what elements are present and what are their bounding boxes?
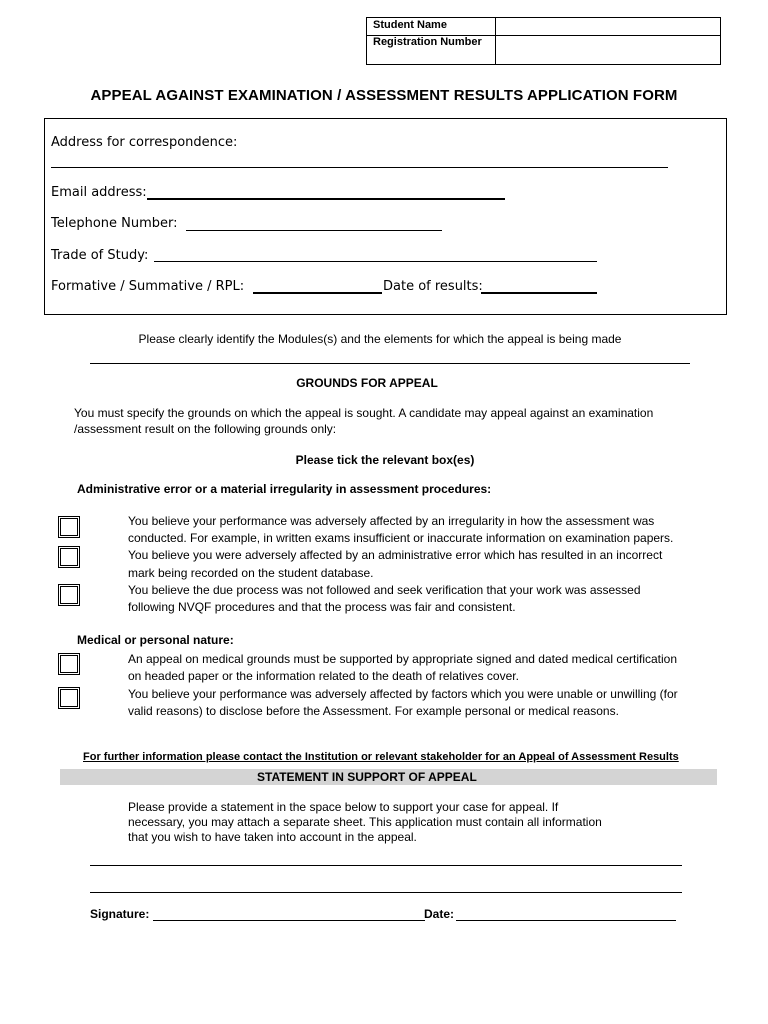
statement-line3: that you wish to have taken into account in the appeal. xyxy=(128,830,417,844)
table-divider xyxy=(495,18,496,35)
student-name-label: Student Name xyxy=(373,19,447,31)
statement-field-line1[interactable] xyxy=(90,865,682,866)
medical-item-1-line2: on headed paper or the information related to the death of relatives cover. xyxy=(128,669,519,683)
further-information-note: For further information please contact the Institution or relevant stakeholder for an Appeal of Assessment Results xyxy=(83,751,679,763)
medical-item-2-line2: valid reasons) to disclose before the Assessment. For example personal or medical reasons. xyxy=(128,704,619,718)
assessment-type-field[interactable] xyxy=(253,292,382,294)
modules-instruction: Please clearly identify the Modules(s) and the elements for which the appeal is being made xyxy=(138,332,622,346)
medical-item-1-line1: An appeal on medical grounds must be supported by appropriate signed and dated medical certification xyxy=(128,652,678,666)
grounds-intro-line2: /assessment result on the following grounds only: xyxy=(74,422,337,436)
table-divider xyxy=(495,35,496,64)
statement-line2: necessary, you may attach a separate sheet. This application must contain all information xyxy=(128,815,602,829)
statement-field-line2[interactable] xyxy=(90,892,682,893)
statement-line1: Please provide a statement in the space below to support your case for appeal. If xyxy=(128,800,559,814)
telephone-label: Telephone Number: xyxy=(51,216,178,231)
admin-error-heading: Administrative error or a material irregularity in assessment procedures: xyxy=(77,482,492,496)
trade-of-study-label: Trade of Study: xyxy=(51,248,149,263)
email-label: Email address: xyxy=(51,185,147,200)
admin-irregularity-checkbox[interactable] xyxy=(60,518,78,536)
trade-of-study-field[interactable] xyxy=(154,261,597,262)
date-field[interactable] xyxy=(456,920,676,921)
tick-instruction: Please tick the relevant box(es) xyxy=(295,453,475,467)
grounds-intro-line1: You must specify the grounds on which the appeal is sought. A candidate may appeal against an examination xyxy=(74,406,654,420)
admin-item-3-line1: You believe the due process was not followed and seek verification that your work was assessed xyxy=(128,583,641,597)
student-name-field[interactable] xyxy=(497,18,718,35)
date-of-results-field[interactable] xyxy=(481,292,597,294)
email-field[interactable] xyxy=(147,198,505,200)
registration-number-label: Registration Number xyxy=(373,36,482,48)
due-process-checkbox[interactable] xyxy=(60,586,78,604)
address-label: Address for correspondence: xyxy=(51,135,238,150)
signature-field[interactable] xyxy=(153,920,425,921)
grounds-heading: GROUNDS FOR APPEAL xyxy=(296,376,438,390)
address-field[interactable] xyxy=(51,167,668,168)
medical-grounds-checkbox[interactable] xyxy=(60,655,78,673)
registration-number-row xyxy=(367,35,720,64)
modules-field[interactable] xyxy=(90,363,690,364)
signature-label: Signature: xyxy=(90,907,150,921)
statement-band-extension xyxy=(506,769,717,785)
medical-item-2-line1: You believe your performance was adversely affected by factors which you were unable or unwilling (for xyxy=(128,687,678,701)
personal-factors-checkbox[interactable] xyxy=(60,689,78,707)
student-name-row xyxy=(367,18,720,36)
form-title: APPEAL AGAINST EXAMINATION / ASSESSMENT RESULTS APPLICATION FORM xyxy=(90,87,678,104)
admin-item-1-line1: You believe your performance was adversely affected by an irregularity in how the assessment was xyxy=(128,514,655,528)
student-info-table xyxy=(366,17,721,65)
registration-number-field[interactable] xyxy=(497,35,718,64)
date-label: Date: xyxy=(424,907,455,921)
admin-item-3-line2: following NVQF procedures and that the process was fair and consistent. xyxy=(128,600,516,614)
admin-item-2-line2: mark being recorded on the student database. xyxy=(128,566,374,580)
admin-error-checkbox[interactable] xyxy=(60,548,78,566)
date-of-results-label: Date of results: xyxy=(383,279,483,294)
admin-item-2-line1: You believe you were adversely affected by an administrative error which has resulted in an incorrect xyxy=(128,548,663,562)
telephone-field[interactable] xyxy=(186,230,442,231)
admin-item-1-line2: conducted. For example, in written exams insufficient or inaccurate information on examination papers. xyxy=(128,531,674,545)
statement-heading: STATEMENT IN SUPPORT OF APPEAL xyxy=(257,770,477,784)
assessment-type-label: Formative / Summative / RPL: xyxy=(51,279,245,294)
medical-heading: Medical or personal nature: xyxy=(77,633,234,647)
